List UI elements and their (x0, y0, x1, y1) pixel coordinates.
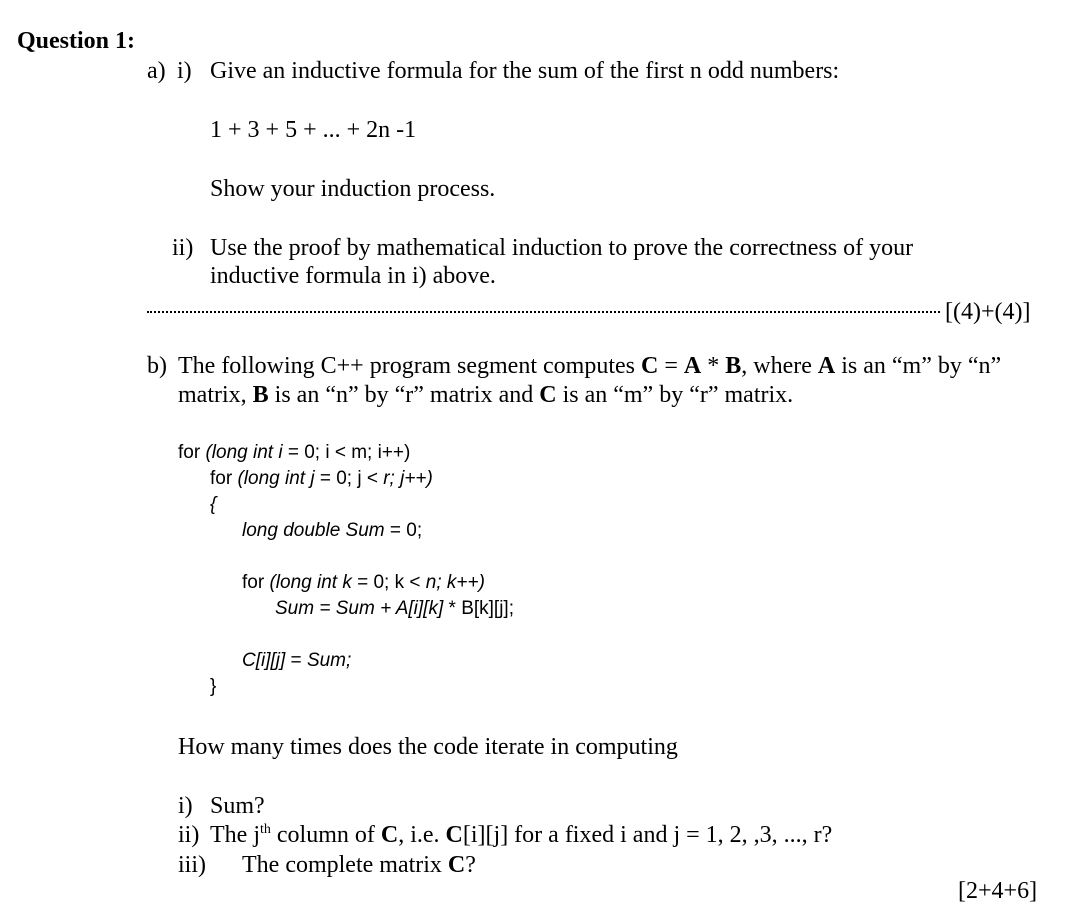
part-b-marks: [2+4+6] (958, 878, 1038, 904)
part-a-ii-label: ii) (172, 235, 194, 261)
dotted-leader-line (147, 311, 940, 313)
code-for-j: for (long int j = 0; j < r; j++) (210, 468, 433, 489)
code-close-brace: } (210, 676, 217, 697)
part-a-marks: [(4)+(4)] (945, 299, 1031, 325)
part-a-label: a) (147, 58, 166, 84)
part-b-iii-label: iii) (178, 852, 206, 878)
part-a-i-label: i) (177, 58, 192, 84)
part-b-label: b) (147, 353, 167, 379)
code-sum-declaration: long double Sum = 0; (242, 520, 423, 541)
part-b-iii-text: The complete matrix C? (242, 852, 476, 878)
part-a-ii-line2: inductive formula in i) above. (210, 263, 496, 289)
part-b-ii-label: ii) (178, 822, 200, 848)
part-b-i-label: i) (178, 793, 193, 819)
question-title: Question 1: (17, 28, 136, 54)
how-many-text: How many times does the code iterate in computing (178, 734, 678, 760)
show-process-text: Show your induction process. (210, 176, 496, 202)
part-b-ii-text: The $j^{th}$ column of C, i.e. C[i][j] for a fixed i and j = 1, 2, ,3, ..., r? (210, 822, 833, 848)
part-b-line2: matrix, B is an “n” by “r” matrix and C is an “m” by “r” matrix. (178, 382, 794, 408)
code-for-k: for (long int k = 0; k < n; k++) (242, 572, 485, 593)
code-open-brace: { (210, 494, 217, 515)
code-sum-accumulate: Sum = Sum + A[i][k] * B[k][j]; (275, 598, 514, 619)
odd-sum-formula: 1 + 3 + 5 + ... + 2n -1 (210, 117, 417, 143)
part-a-i-text: Give an inductive formula for the sum of the first n odd numbers: (210, 58, 840, 84)
code-for-i: for (long int i = 0; i < m; i++) (178, 442, 411, 463)
code-assign-c: C[i][j] = Sum; (242, 650, 352, 671)
part-a-ii-line1: Use the proof by mathematical induction to prove the correctness of your (210, 235, 914, 261)
part-b-line1: The following C++ program segment computes C = A * B, where A is an “m” by “n” (178, 353, 1002, 379)
part-b-i-text: Sum? (210, 793, 265, 819)
